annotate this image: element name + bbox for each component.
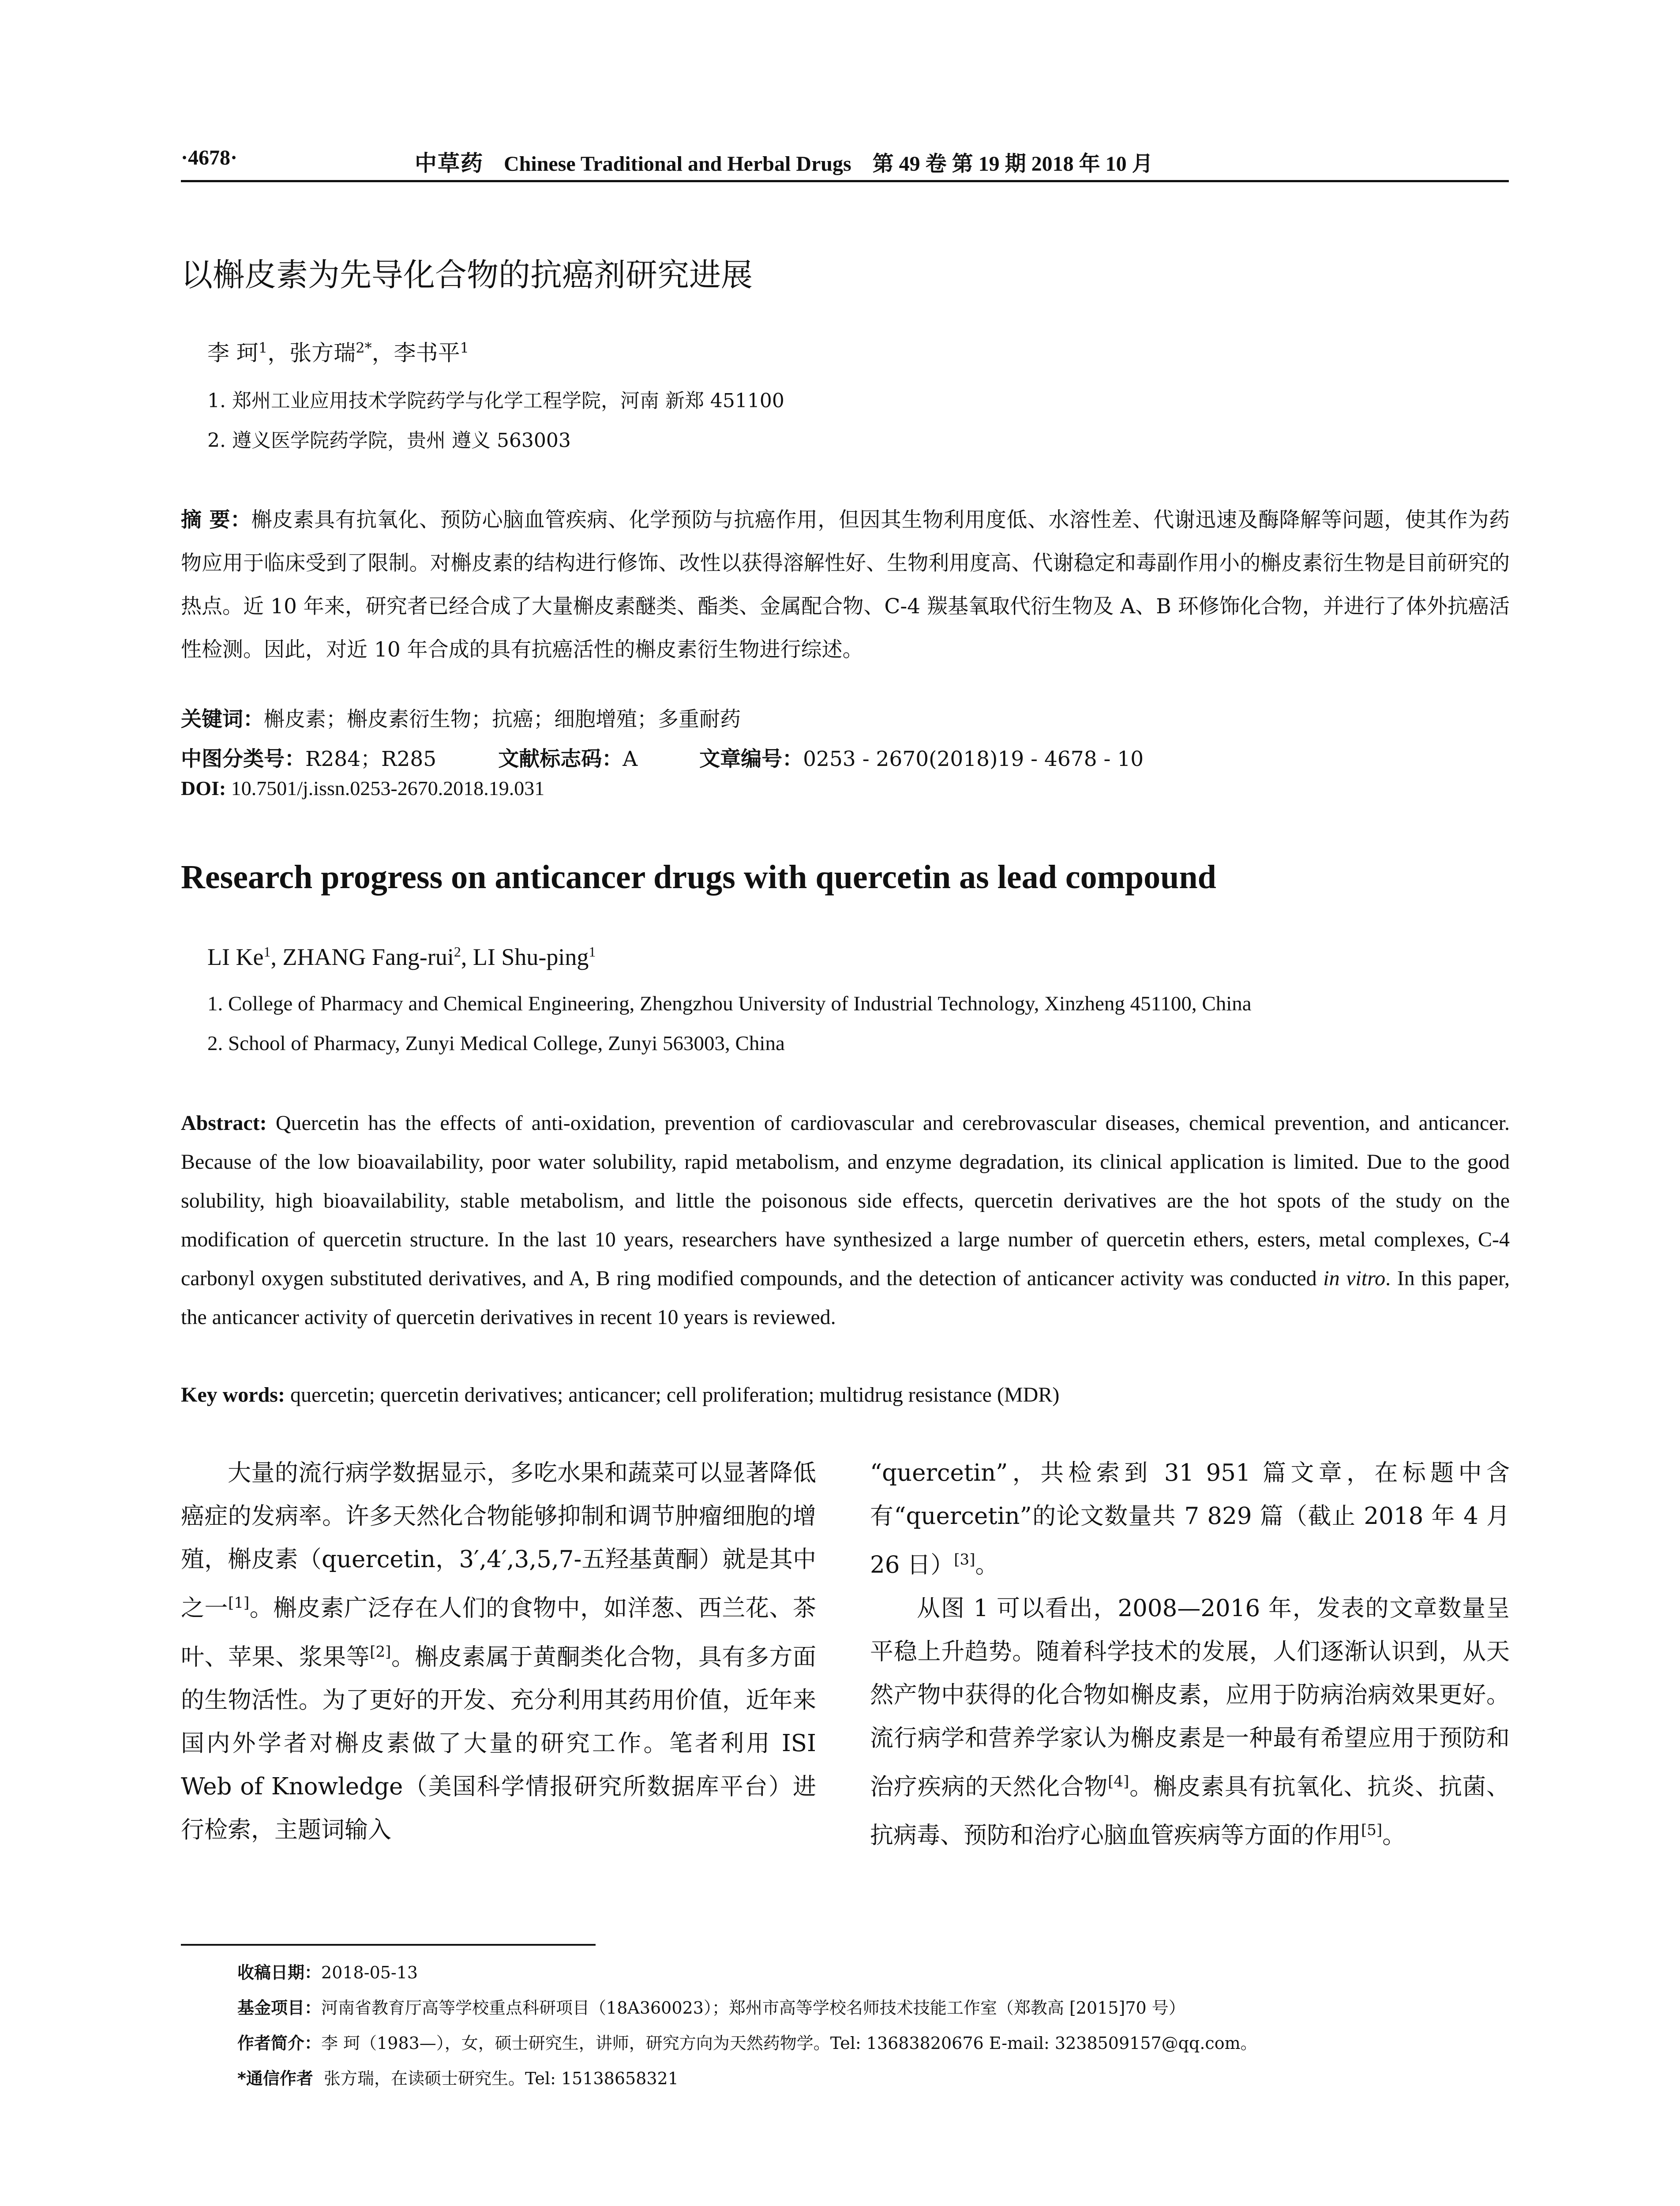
keywords-en-label: Key words: [181, 1383, 285, 1407]
body-text: 。槲皮素广泛存在人们的食物中，如洋葱、西兰花、茶叶、苹果、浆果等 [181, 1594, 817, 1671]
doc-code-value: A [622, 747, 638, 771]
author-affiliation-mark: 1 [258, 339, 268, 356]
affiliation-cn-2: 2. 遵义医学院药学院，贵州 遵义 563003 [207, 429, 571, 452]
article-no-label: 文章编号： [699, 747, 803, 771]
footnote-corresponding [237, 2065, 679, 2089]
abstract-cn [181, 499, 1510, 672]
abstract-en-italic: in vitro [1323, 1267, 1386, 1290]
clc-value: R284；R285 [305, 747, 437, 771]
citation-ref[interactable]: [2] [370, 1643, 391, 1661]
author-name: LI Ke [207, 944, 264, 970]
journal-name-en: Chinese Traditional and Herbal Drugs [504, 152, 851, 176]
footnote-fund [237, 1994, 1185, 2018]
title-en: Research progress on anticancer drugs with quercetin as lead compound [181, 859, 1216, 896]
author-affiliation-mark: 2 [454, 944, 461, 960]
title-cn: 以槲皮素为先导化合物的抗癌剂研究进展 [181, 256, 753, 293]
body-paragraph [870, 1452, 1510, 1587]
keywords-cn-label: 关键词： [181, 707, 264, 732]
footnote-text: 河南省教育厅高等学校重点科研项目（18A360023）；郑州市高等学校名师技术技能工作室（郑教高 [2015]70 号） [321, 1998, 1185, 2018]
body-paragraph [181, 1452, 816, 1852]
body-text: “quercetin”，共检索到 31 951 篇文章，在标题中含有“quercetin”的论文数量共 7 829 篇（截止 2018 年 4 月 26 日） [870, 1459, 1510, 1579]
journal-info [415, 146, 1153, 177]
abstract-cn-text: 槲皮素具有抗氧化、预防心脑血管疾病、化学预防与抗癌作用，但因其生物利用度低、水溶性差、代谢迅速及酶降解等问题，使其作为药物应用于临床受到了限制。对槲皮素的结构进行修饰、改性以获得溶解性好、生物利用度高、代谢稳定和毒副作用小的槲皮素衍生物是目前研究的热点。近 10 年来，研究者已经合成了大量槲皮素醚类、酯类、金属配合物、C-4 羰基氧取代衍生物及 A、B 环修饰化合物，并进行了体外抗癌活性检测。因此，对近 10 年合成的具有抗癌活性的槲皮素衍生物进行综述。 [181, 508, 1510, 662]
author-affiliation-mark: 2* [356, 339, 372, 356]
body-text: 从图 1 可以看出，2008—2016 年，发表的文章数量呈平稳上升趋势。随着科学技术的发展，人们逐渐认识到，从天然产物中获得的化合物如槲皮素，应用于防病治病效果更好。流行病学和营养学家认为槲皮素是一种最有希望应用于预防和治疗疾病的天然化合物 [870, 1594, 1510, 1801]
citation-ref[interactable]: [4] [1108, 1772, 1129, 1790]
footnote-author [237, 2030, 1257, 2054]
journal-name-cn: 中草药 [415, 150, 484, 176]
citation-ref[interactable]: [1] [228, 1594, 250, 1612]
abstract-cn-label: 摘 要： [181, 508, 251, 532]
citation-ref[interactable]: [5] [1361, 1821, 1383, 1839]
abstract-en-label: Abstract: [181, 1111, 267, 1135]
abstract-en-text: Quercetin has the effects of anti-oxidation, prevention of cardiovascular and cerebrovascular diseases, chemical prevention, and anticancer. Because of the low bioavailability, poor water solubility, rapid metabolism, and enzyme degradation, its clinical application is limited. Due to the good solubility, high bioavailability, stable metabolism, and little the poisonous side effects, quercetin derivatives are the hot spots of the study on the modification of quercetin structure. In the last 10 years, researchers have synthesized a large number of quercetin ethers, esters, metal complexes, C-4 carbonyl oxygen substituted derivatives, and A, B ring modified compounds, and the detection of anticancer activity was conducted [181, 1111, 1510, 1290]
doc-code-label: 文献标志码： [498, 747, 623, 771]
author-name: 李书平 [394, 340, 460, 366]
authors-cn: 李 珂$^1$，张方瑞$^{2*}$，李书平$^1$ [207, 339, 469, 366]
clc-label: 中图分类号： [181, 747, 305, 771]
abstract-en-text-end: . In this paper, the anticancer activity of quercetin derivatives in recent 10 years is reviewed. [181, 1267, 1510, 1329]
affiliation-cn-1: 1. 郑州工业应用技术学院药学与化学工程学院，河南 新郑 451100 [207, 390, 784, 412]
footnote-label: *通信作者 [237, 2069, 313, 2088]
keywords-en-text: quercetin; quercetin derivatives; anticancer; cell proliferation; multidrug resistance (MDR) [290, 1383, 1060, 1407]
author-name: 张方瑞 [289, 340, 356, 366]
keywords-en [181, 1376, 1510, 1414]
affiliation-en-1: 1. College of Pharmacy and Chemical Engineering, Zhengzhou University of Industrial Technology, Xinzheng 451100, China [207, 992, 1252, 1015]
author-name: , LI Shu-ping [461, 944, 589, 970]
keywords-cn-text: 槲皮素；槲皮素衍生物；抗癌；细胞增殖；多重耐药 [264, 707, 741, 732]
citation-ref[interactable]: [3] [954, 1551, 975, 1568]
footnote-label: 基金项目： [237, 1998, 322, 2018]
footnote-label: 收稿日期： [237, 1963, 322, 1982]
running-header [181, 140, 1509, 182]
footnote-label: 作者简介： [237, 2033, 322, 2053]
body-text: 。 [1382, 1822, 1406, 1849]
footnote-text: 张方瑞，在读硕士研究生。Tel: 15138658321 [324, 2069, 679, 2088]
footnote-text: 2018-05-13 [321, 1963, 418, 1982]
journal-issue: 第 49 卷 第 19 期 2018 年 10 月 [872, 152, 1153, 176]
author-affiliation-mark: 1 [589, 944, 596, 960]
body-text: 大量的流行病学数据显示，多吃水果和蔬菜可以显著降低癌症的发病率。许多天然化合物能够抑制和调节肿瘤细胞的增殖，槲皮素（quercetin，3′,4′,3,5,7-五羟基黄酮）就是其中之一 [181, 1459, 816, 1622]
body-column-left [181, 1452, 816, 1852]
affiliation-en-2: 2. School of Pharmacy, Zunyi Medical College, Zunyi 563003, China [207, 1032, 785, 1055]
abstract-en [181, 1104, 1510, 1337]
body-column-right [870, 1452, 1510, 1857]
article-no-value: 0253 - 2670(2018)19 - 4678 - 10 [803, 747, 1144, 771]
body-text: 。 [975, 1551, 999, 1579]
footnote-text: 李 珂（1983—），女，硕士研究生，讲师，研究方向为天然药物学。Tel: 13683820676 E-mail: 3238509157@qq.com。 [321, 2033, 1257, 2053]
classification-line [181, 738, 1510, 781]
doi-value[interactable]: 10.7501/j.issn.0253-2670.2018.19.031 [231, 777, 545, 799]
footnote-received [237, 1959, 418, 1983]
author-name: 李 珂 [207, 340, 259, 366]
doi-label: DOI: [181, 777, 226, 799]
body-text: 。槲皮素属于黄酮类化合物，具有多方面的生物活性。为了更好的开发、充分利用其药用价值，近年来国内外学者对槲皮素做了大量的研究工作。笔者利用 ISI Web of Knowledge（美国科学情报研究所数据库平台）进行检索，主题词输入 [181, 1643, 817, 1844]
author-affiliation-mark: 1 [263, 944, 271, 960]
author-name: , ZHANG Fang-rui [270, 944, 454, 970]
body-text: 。槲皮素具有抗氧化、抗炎、抗菌、抗病毒、预防和治疗心脑血管疾病等方面的作用 [870, 1773, 1510, 1849]
authors-en [207, 943, 596, 971]
keywords-cn [181, 698, 1510, 741]
author-affiliation-mark: 1 [460, 339, 469, 356]
body-paragraph [870, 1587, 1510, 1857]
doi-line [181, 777, 544, 800]
page-number: ·4678· [181, 146, 238, 169]
footnote-divider [181, 1944, 596, 1946]
